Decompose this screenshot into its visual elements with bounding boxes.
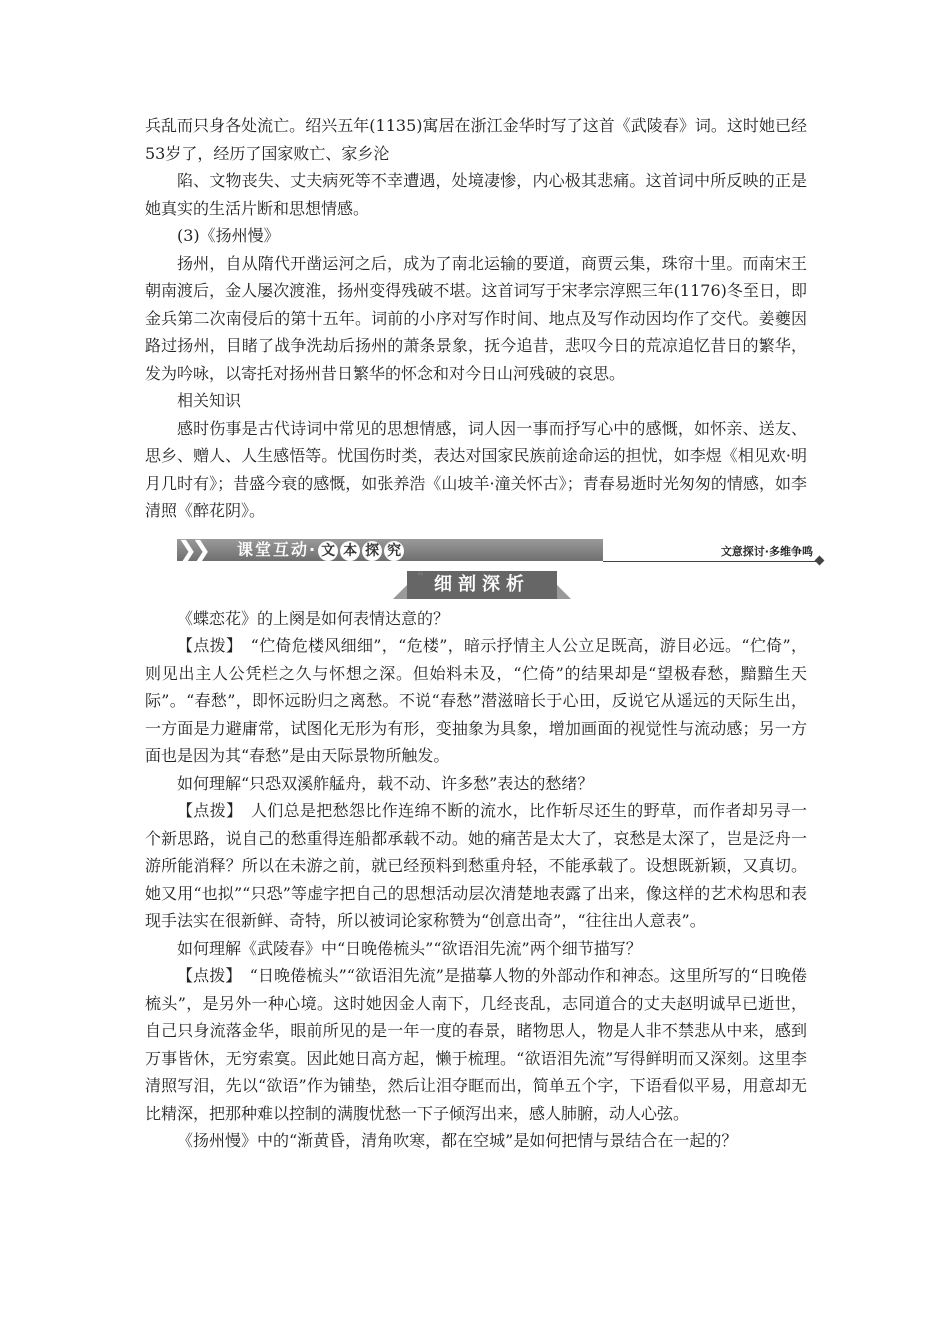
banner-circle-char: 探 (362, 541, 382, 561)
diamond-icon (815, 555, 825, 565)
quote-mark-icon: ❝ (417, 568, 424, 583)
paragraph: 陷、文物丧失、丈夫病死等不幸遭遇，处境凄惨，内心极其悲痛。这首词中所反映的正是她真实的生活片断和思想情感。 (145, 171, 807, 218)
chevron-double-right-icon: ❯❯ (177, 535, 206, 564)
answer-text: 【点拨】 人们总是把愁怨比作连绵不断的流水，比作斩尽还生的野草，而作者却另寻一个新思路，说自己的愁重得连船都承载不动。她的痛苦是太大了，哀愁是太深了，岂是泛舟一游所能消释？所以在未游之前，就已经预料到愁重舟轻，不能承载了。设想既新颖，又真切。她又用“也拟”“只恐”等虚字把自己的思想活动层次清楚地表露了出来，像这样的艺术构思和表现手法实在很新鲜、奇特，所以被词论家称赞为“创意出奇”，“往往出人意表”。 (145, 801, 807, 930)
paragraph: 扬州，自从隋代开凿运河之后，成为了南北运输的要道，商贾云集，珠帘十里。而南宋王朝南渡后，金人屡次渡淮，扬州变得残破不堪。这首词写于宋孝宗淳熙三年(1176)冬至日，即金兵第二次南侵后的第十五年。词前的小序对写作时间、地点及写作动因均作了交代。姜夔因路过扬州，目睹了战争洗劫后扬州的萧条景象，抚今追昔，悲叹今日的荒凉追忆昔日的繁华，发为吟咏，以寄托对扬州昔日繁华的怀念和对今日山河残破的哀思。 (145, 253, 807, 383)
subheading-left-wing (393, 585, 407, 599)
banner-title-text: 课堂互动· (237, 539, 318, 559)
subheading-right-wing (557, 585, 571, 599)
paragraph: 兵乱而只身各处流亡。绍兴五年(1135)寓居在浙江金华时写了这首《武陵春》词。这时她已经53岁了，经历了国家败亡、家乡沦 (145, 116, 807, 163)
banner-circle-char: 究 (384, 541, 404, 561)
subheading (145, 569, 807, 603)
bottom-section (145, 605, 807, 1155)
banner-right-label: 文意探讨·多维争鸣 (720, 544, 813, 558)
banner-circle-char: 本 (340, 541, 360, 561)
top-section (145, 112, 807, 525)
question-text: 《蝶恋花》的上阕是如何表情达意的？ (177, 608, 450, 628)
banner-title (237, 539, 405, 561)
paragraph: 感时伤事是古代诗词中常见的思想情感，词人因一事而抒写心中的感慨，如怀亲、送友、思乡、赠人、人生感悟等。忧国伤时类，表达对国家民族前途命运的担忧，如李煜《相见欢·明月几时有》；昔盛今衰的感慨，如张养浩《山坡羊·潼关怀古》；青春易逝时光匆匆的情感，如李清照《醉花阴》。 (145, 418, 807, 520)
question-text: 如何理解《武陵春》中“日晚倦梳头”“欲语泪先流”两个细节描写？ (177, 938, 642, 958)
banner-divider (603, 561, 821, 562)
subheading-title: 细剖深析 (407, 571, 557, 599)
question-text: 如何理解“只恐双溪舴艋舟，载不动、许多愁”表达的愁绪？ (177, 773, 594, 793)
page-content (145, 112, 813, 1155)
question-text: 《扬州慢》中的“渐黄昏，清角吹寒，都在空城”是如何把情与景结合在一起的？ (177, 1131, 738, 1150)
banner-circle-char: 文 (318, 541, 338, 561)
section-heading-yangzhoumanhe: (3)《扬州慢》 (177, 226, 280, 245)
answer-text: 【点拨】 “伫倚危楼风细细”，“危楼”，暗示抒情主人公立足既高，游目必远。“伫倚”，则见出主人公凭栏之久与怀想之深。但始料未及，“伫倚”的结果却是“望极春愁，黯黯生天际”。“春愁”，即怀远盼归之离愁。不说“春愁”潜滋暗长于心田，反说它从遥远的天际生出，一方面是力避庸常，试图化无形为有形，变抽象为具象，增加画面的视觉性与流动感；另一方面也是因为其“春愁”是由天际景物所触发。 (145, 636, 807, 765)
section-banner (145, 533, 813, 567)
answer-text: 【点拨】 “日晚倦梳头”“欲语泪先流”是描摹人物的外部动作和神态。这里所写的“日晚倦梳头”，是另外一种心境。这时她因金人南下，几经丧乱，志同道合的丈夫赵明诚早已逝世，自己只身流落金华，眼前所见的是一年一度的春景，睹物思人，物是人非不禁悲从中来，感到万事皆休，无穷索寞。因此她日高方起，懒于梳理。“欲语泪先流”写得鲜明而又深刻。这里李清照写泪，先以“欲语”作为铺垫，然后让泪夺眶而出，简单五个字，下语看似平易，用意却无比精深，把那种难以控制的满腹忧愁一下子倾泻出来，感人肺腑，动人心弦。 (145, 966, 807, 1123)
section-heading-related-knowledge: 相关知识 (177, 391, 242, 410)
